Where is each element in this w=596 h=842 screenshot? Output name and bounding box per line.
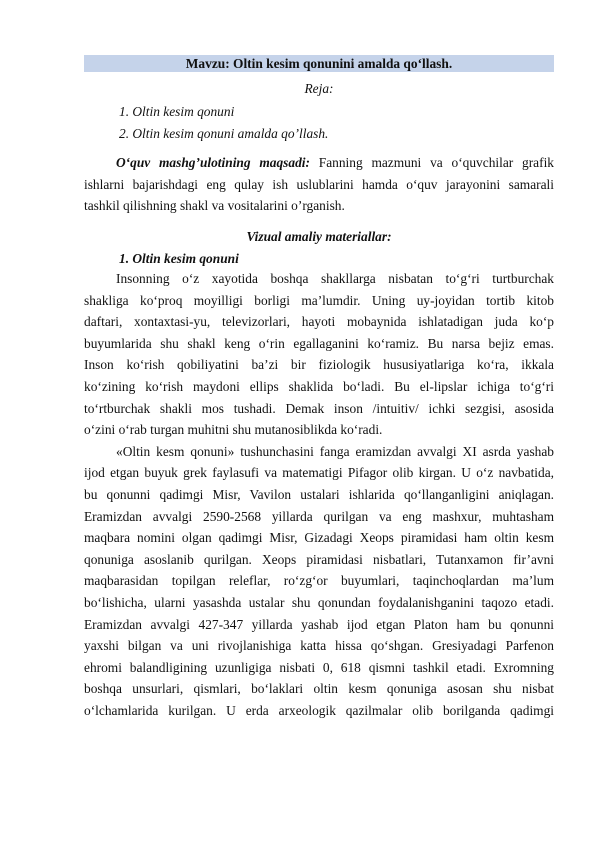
paragraph2-line: qonuniga asoslanib qurilgan. Xeops piramidasi nisbatlari, Tutanxamon fir’avni	[84, 551, 554, 567]
paragraph2-line: maqbara nomini olgan qadimgi Misr, Gizadagi Xeops piramidasi ham oltin kesm	[84, 530, 554, 546]
paragraph2-line: ijod etgan buyuk grek faylasufi va matematigi Pifagor olib kirgan. U o‘z navbatida,	[84, 465, 554, 481]
paragraph1-line: to‘rtburchak shakli mos tushadi. Demak inson /intuitiv/ ichki sezgisi, asosida	[84, 400, 554, 416]
paragraph2-line: o‘lchamlarida kurilgan. U erda arxeologik qazilmalar olib borilganda qadimgi	[84, 702, 554, 718]
plan-label: Reja:	[304, 81, 334, 96]
goal-line-1	[84, 152, 554, 174]
paragraph2-line: maqbarasidan topilgan releflar, ro‘zg‘or buyumlari, taqinchoqlardan ma’lum	[84, 573, 554, 589]
paragraph2-line: bu qonunni qadimgi Misr, Vavilon ustalari ishlarida qo‘llanganligini aniqlagan.	[84, 486, 554, 502]
paragraph2-line: Eramizdan avvalgi 2590-2568 yillarda qurilgan va eng mashxur, muhtasham	[84, 508, 554, 524]
paragraph2-line: «Oltin kesm qonuni» tushunchasini fanga eramizdan avvalgi XI asrda yashab	[116, 443, 554, 459]
section-heading: 1. Oltin kesim qonuni	[119, 251, 239, 266]
paragraph1-line: Inson ko‘rish qobiliyatini ba’zi bir fiziologik hususiyatlariga ko‘ra, ikkala	[84, 357, 554, 373]
paragraph1-line: buyumlarida shu shakl keng o‘rin egallaganini ko‘ramiz. Bu narsa bejiz emas.	[84, 335, 554, 351]
paragraph1-line: daftari, xontaxtasi-yu, televizorlari, hayoti mobaynida ishlatadigan juda ko‘p	[84, 314, 554, 330]
goal-line-3: tashkil qilishning shakl va vositalarini o’rganish.	[84, 198, 345, 214]
visual-materials-label: Vizual amaliy materiallar:	[246, 229, 392, 244]
topic-title: Mavzu: Oltin kesim qonunini amalda qo‘llash.	[84, 55, 554, 72]
paragraph1-line: ko‘zining ko‘rish maydoni ellips shaklida bo‘ladi. Bu el-lipslar ichiga to‘g‘ri	[84, 378, 554, 394]
paragraph2-line: boshqa unsurlari, qismlari, bo‘laklari oltin kesm qonuniga asosan shu nisbat	[84, 681, 554, 697]
goal-text: Fanning mazmuni va o‘quvchilar grafik	[309, 155, 555, 170]
goal-line-2: ishlarni bajarishdagi eng qulay ish uslublarini hamda o‘quv jarayonini samarali	[84, 176, 554, 192]
plan-item-1: 1. Oltin kesim qonuni	[119, 104, 235, 119]
paragraph1-line: Insonning o‘z xayotida boshqa shakllarga nisbatan to‘g‘ri turtburchak	[116, 271, 554, 286]
lesson-goal	[84, 152, 554, 217]
paragraph2-line: Eramizdan avvalgi 427-347 yillarda yashab ijod etgan Platon ham bu qonunni	[84, 616, 554, 632]
paragraph2-line: ehromi balandligining uzunligiga nisbati 0, 618 qismni tashkil etadi. Exromning	[84, 659, 554, 675]
goal-lead: O‘quv mashg’ulotining maqsadi:	[116, 155, 310, 170]
paragraph1-line: o‘zini o‘rab turgan muhitni shu mutanosiblikda ko‘radi.	[84, 422, 383, 438]
paragraph2-line: yaxshi bilgan va uni rivojlanishiga katta hissa qo‘shgan. Gresiyadagi Parfenon	[84, 638, 554, 654]
paragraph1-line: shakliga ko‘proq moyilligi borligi ma’lumdir. Uning uy-joyidan tortib kitob	[84, 292, 554, 308]
plan-item-2: 2. Oltin kesim qonuni amalda qo’llash.	[119, 126, 329, 141]
paragraph2-line: bo‘lishicha, ularni yasashda ustalar shu qonundan foydalanishganini taqozo etadi.	[84, 594, 554, 610]
body-text	[84, 268, 554, 721]
